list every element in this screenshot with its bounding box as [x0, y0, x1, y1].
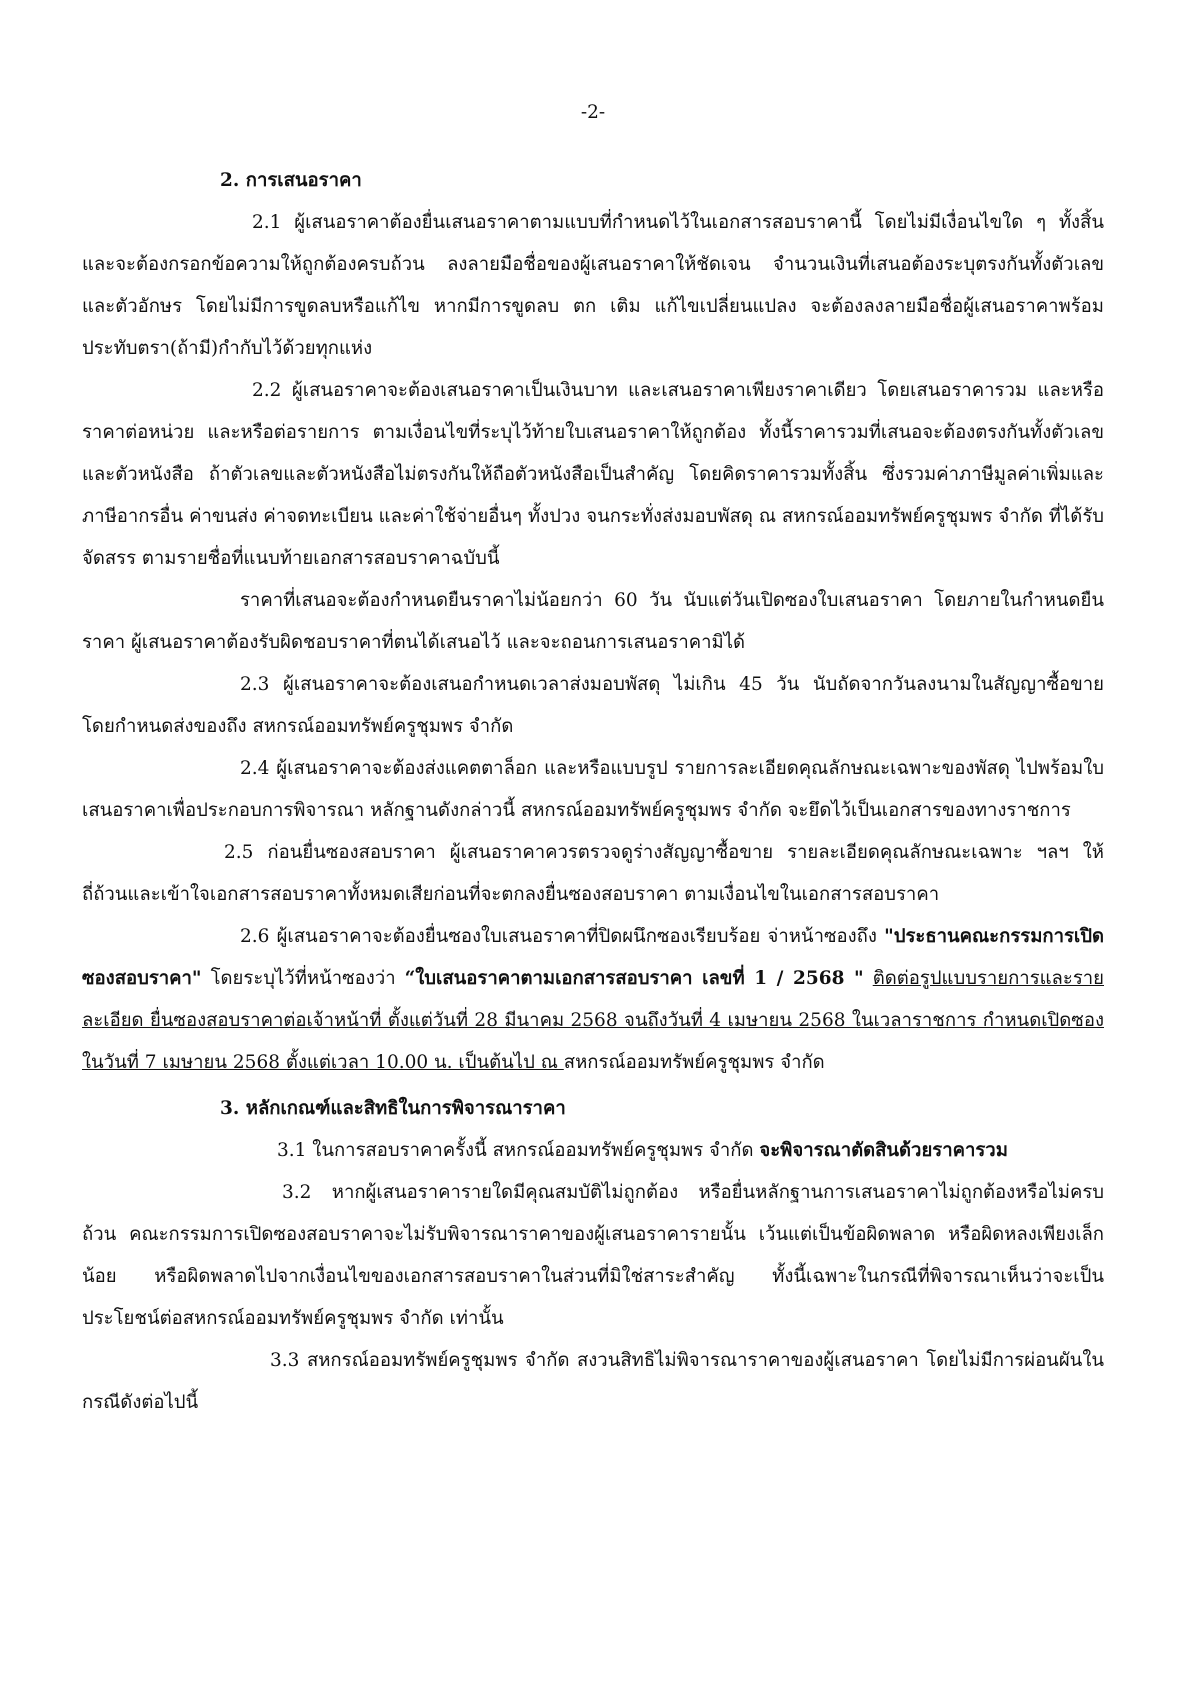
clause-2-6-text-c: โดยระบุไว้ที่หน้าซองว่า: [201, 968, 405, 989]
clause-2-6: [82, 916, 1104, 1084]
clause-3-1-criterion: จะพิจารณาตัดสินด้วยราคารวม: [759, 1140, 1008, 1161]
section-3-heading: 3. หลักเกณฑ์และสิทธิในการพิจารณาราคา: [220, 1098, 566, 1119]
section-2-heading: 2. การเสนอราคา: [220, 170, 362, 191]
clause-2-6-location: สหกรณ์ออมทรัพย์ครูชุมพร จำกัด: [563, 1052, 825, 1073]
page-number: -2-: [580, 102, 606, 123]
clause-2-4: 2.4 ผู้เสนอราคาจะต้องส่งแคตตาล็อก และหรือแบบรูป รายการละเอียดคุณลักษณะเฉพาะของพัสดุ ไปพร้อมใบเสนอราคาเพื่อประกอบการพิจารณา หลักฐานดังกล่าวนี้ สหกรณ์ออมทรัพย์ครูชุมพร จำกัด จะยึดไว้เป็นเอกสารของทางราชการ: [82, 758, 1104, 821]
clause-3-1: [82, 1130, 1104, 1172]
clause-2-1: 2.1 ผู้เสนอราคาต้องยื่นเสนอราคาตามแบบที่กำหนดไว้ในเอกสารสอบราคานี้ โดยไม่มีเงื่อนไขใด ๆ ทั้งสิ้น และจะต้องกรอกข้อความให้ถูกต้องครบถ้วน ลงลายมือชื่อของผู้เสนอราคาให้ชัดเจน จำนวนเงินที่เสนอต้องระบุตรงกันทั้งตัวเลขและตัวอักษร โดยไม่มีการขูดลบหรือแก้ไข หากมีการขูดลบ ตก เติม แก้ไขเปลี่ยนแปลง จะต้องลงลายมือชื่อผู้เสนอราคาพร้อมประทับตรา(ถ้ามี)กำกับไว้ด้วยทุกแห่ง: [82, 212, 1104, 359]
clause-2-6-text-a: 2.6 ผู้เสนอราคาจะต้องยื่นซองใบเสนอราคาที่ปิดผนึกซองเรียบร้อย จ่าหน้าซองถึง: [240, 926, 885, 947]
clause-2-5: 2.5 ก่อนยื่นซองสอบราคา ผู้เสนอราคาควรตรวจดูร่างสัญญาซื้อขาย รายละเอียดคุณลักษณะเฉพาะ ฯลฯ ให้ถี่ถ้วนและเข้าใจเอกสารสอบราคาทั้งหมดเสียก่อนที่จะตกลงยื่นซองสอบราคา ตามเงื่อนไขในเอกสารสอบราคา: [82, 842, 1104, 905]
clause-3-3: 3.3 สหกรณ์ออมทรัพย์ครูชุมพร จำกัด สงวนสิทธิไม่พิจารณาราคาของผู้เสนอราคา โดยไม่มีการผ่อนผันในกรณีดังต่อไปนี้: [82, 1350, 1104, 1413]
clause-2-6-schedule: ติดต่อรูปแบบรายการและรายละเอียด ยื่นซองสอบราคาต่อเจ้าหน้าที่ ตั้งแต่วันที่ 28 มีนาคม 2568 จนถึงวันที่ 4 เมษายน 2568 ในเวลาราชการ กำหนดเปิดซองในวันที่ 7 เมษายน 2568 ตั้งแต่เวลา 10.00 น. เป็นต้นไป ณ: [82, 968, 1104, 1073]
clause-2-3: 2.3 ผู้เสนอราคาจะต้องเสนอกำหนดเวลาส่งมอบพัสดุ ไม่เกิน 45 วัน นับถัดจากวันลงนามในสัญญาซื้อขาย โดยกำหนดส่งของถึง สหกรณ์ออมทรัพย์ครูชุมพร จำกัด: [82, 674, 1104, 737]
clause-3-2: 3.2 หากผู้เสนอราคารายใดมีคุณสมบัติไม่ถูกต้อง หรือยื่นหลักฐานการเสนอราคาไม่ถูกต้องหรือไม่ครบถ้วน คณะกรรมการเปิดซองสอบราคาจะไม่รับพิจารณาราคาของผู้เสนอราคารายนั้น เว้นแต่เป็นข้อผิดพลาด หรือผิดหลงเพียงเล็กน้อย หรือผิดพลาดไปจากเงื่อนไขของเอกสารสอบราคาในส่วนที่มิใช่สาระสำคัญ ทั้งนี้เฉพาะในกรณีที่พิจารณาเห็นว่าจะเป็นประโยชน์ต่อสหกรณ์ออมทรัพย์ครูชุมพร จำกัด เท่านั้น: [82, 1182, 1104, 1329]
clause-2-6-addressee: "ประธานคณะกรรมการเปิดซองสอบราคา": [82, 926, 1104, 989]
clause-2-2-price-validity: ราคาที่เสนอจะต้องกำหนดยืนราคาไม่น้อยกว่า 60 วัน นับแต่วันเปิดซองใบเสนอราคา โดยภายในกำหนดยืนราคา ผู้เสนอราคาต้องรับผิดชอบราคาที่ตนได้เสนอไว้ และจะถอนการเสนอราคามิได้: [82, 590, 1104, 653]
clause-2-6-envelope-label: “ใบเสนอราคาตามเอกสารสอบราคา เลขที่ 1 / 2568 ": [404, 968, 864, 989]
clause-2-2: 2.2 ผู้เสนอราคาจะต้องเสนอราคาเป็นเงินบาท และเสนอราคาเพียงราคาเดียว โดยเสนอราคารวม และหรือราคาต่อหน่วย และหรือต่อรายการ ตามเงื่อนไขที่ระบุไว้ท้ายใบเสนอราคาให้ถูกต้อง ทั้งนี้ราคารวมที่เสนอจะต้องตรงกันทั้งตัวเลขและตัวหนังสือ ถ้าตัวเลขและตัวหนังสือไม่ตรงกันให้ถือตัวหนังสือเป็นสำคัญ โดยคิดราคารวมทั้งสิ้น ซึ่งรวมค่าภาษีมูลค่าเพิ่มและภาษีอากรอื่น ค่าขนส่ง ค่าจดทะเบียน และค่าใช้จ่ายอื่นๆ ทั้งปวง จนกระทั่งส่งมอบพัสดุ ณ สหกรณ์ออมทรัพย์ครูชุมพร จำกัด ที่ได้รับจัดสรร ตามรายชื่อที่แนบท้ายเอกสารสอบราคาฉบับนี้: [82, 380, 1104, 569]
clause-3-1-text: 3.1 ในการสอบราคาครั้งนี้ สหกรณ์ออมทรัพย์ครูชุมพร จำกัด: [277, 1140, 760, 1161]
